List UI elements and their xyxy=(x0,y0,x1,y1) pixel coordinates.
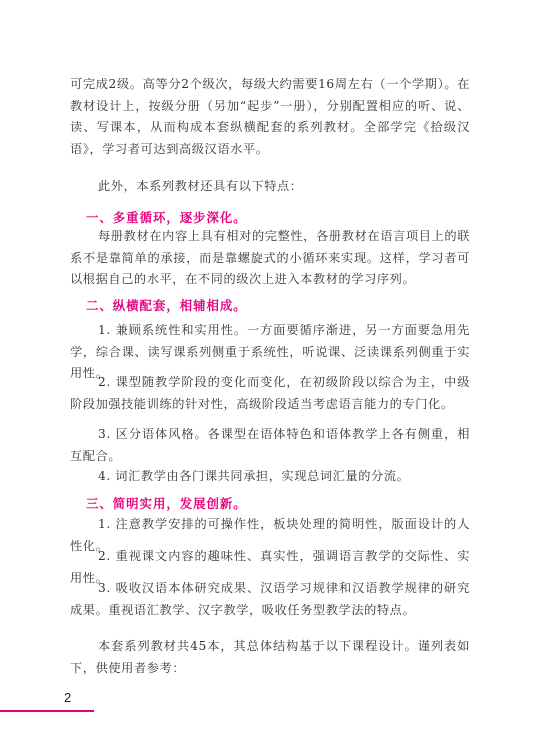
paragraph-section-2-item-2: 2. 课型随教学阶段的变化而变化，在初级阶段以综合为主，中级阶段加强技能训练的针对性，高级阶段适当考虑语言能力的专门化。 xyxy=(70,375,470,411)
paragraph-section-3-item-2: 2. 重视课文内容的趣味性、真实性，强调语言教学的交际性、实用性。 xyxy=(70,549,470,585)
paragraph-section-2-item-1: 1. 兼顾系统性和实用性。一方面要循序渐进，另一方面要急用先学，综合课、读写课系列侧重于系统性，听说课、泛读课系列侧重于实用性。 xyxy=(70,323,470,380)
heading-section-1: 一、多重循环，逐步深化。 xyxy=(86,210,247,225)
paragraph-features: 此外，本系列教材还具有以下特点： xyxy=(98,179,303,193)
paragraph-section-3-item-1: 1. 注意教学安排的可操作性，板块处理的简明性，版面设计的人性化。 xyxy=(70,517,470,553)
paragraph-closing: 本套系列教材共45本，其总体结构基于以下课程设计。谨列表如下，供使用者参考： xyxy=(70,639,470,675)
paragraph-section-2-item-4: 4. 词汇教学由各门课共同承担，实现总词汇量的分流。 xyxy=(98,469,410,483)
heading-section-2: 二、纵横配套，相辅相成。 xyxy=(86,298,247,313)
footer-rule xyxy=(0,710,94,712)
page-number: 2 xyxy=(64,690,72,705)
paragraph-section-3-item-3: 3. 吸收汉语本体研究成果、汉语学习规律和汉语教学规律的研究成果。重视语汇教学、汉字教学，吸收任务型教学法的特点。 xyxy=(70,581,470,617)
paragraph-section-1: 每册教材在内容上具有相对的完整性，各册教材在语言项目上的联系不是靠简单的承接，而是靠螺旋式的小循环来实现。这样，学习者可以根据自己的水平，在不同的级次上进入本教材的学习序列。 xyxy=(70,229,470,286)
heading-section-3: 三、简明实用，发展创新。 xyxy=(86,496,247,511)
paragraph-section-2-item-3: 3. 区分语体风格。各课型在语体特色和语体教学上各有侧重，相互配合。 xyxy=(70,427,470,463)
paragraph-intro: 可完成2级。高等分2个级次，每级大约需要16周左右（一个学期）。在教材设计上，按级分册（另加“起步”一册），分别配置相应的听、说、读、写课本，从而构成本套纵横配套的系列教材。全部学完《拾级汉语》，学习者可达到高级汉语水平。 xyxy=(70,77,470,156)
